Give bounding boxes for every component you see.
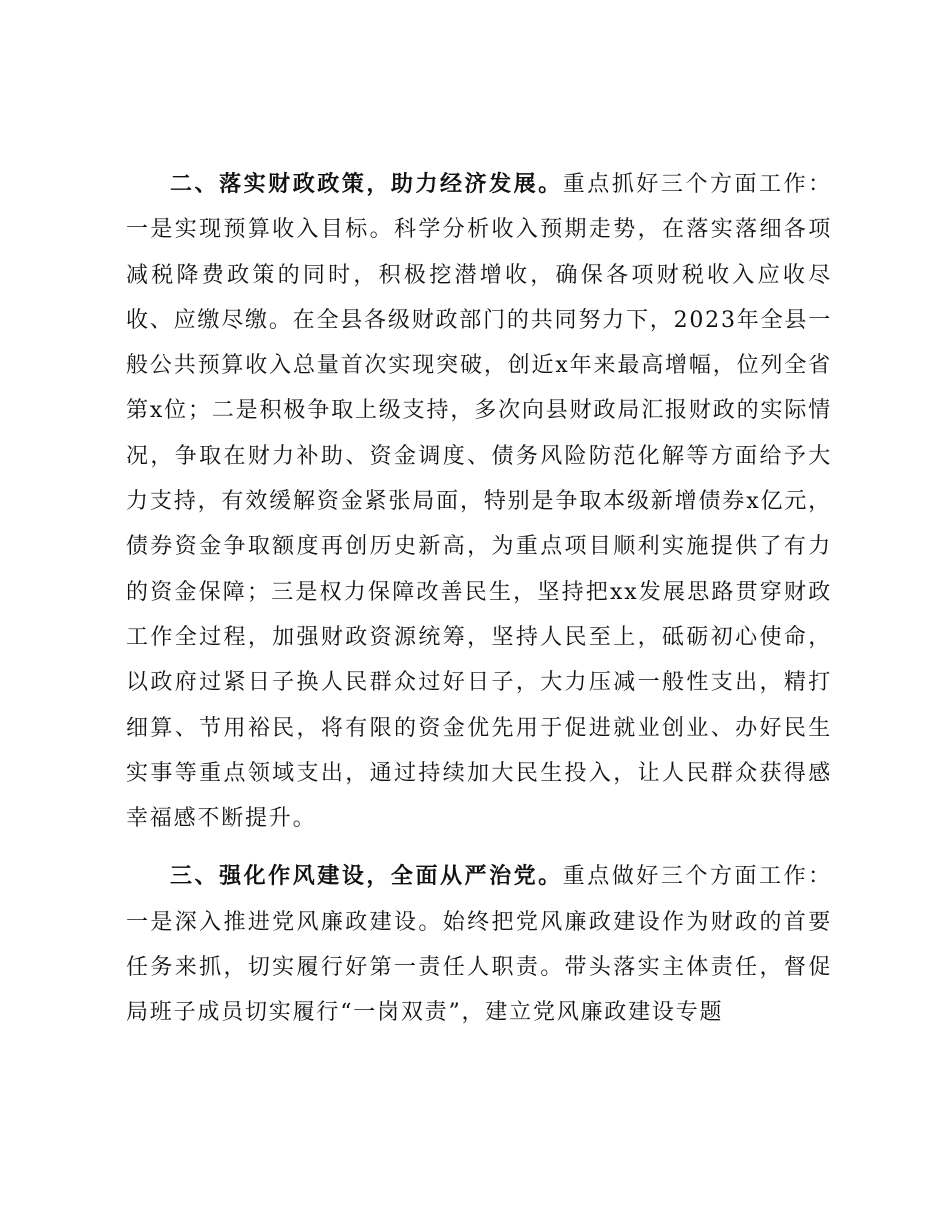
section-body-2: 重点抓好三个方面工作：一是实现预算收入目标。科学分析收入预期走势，在落实落细各项减税降费政策的同时，积极挖潜增收，确保各项财税收入应收尽收、应缴尽缴。在全县各级财政部门的共同努力下，2023年全县一般公共预算收入总量首次实现突破，创近x年来最高增幅，位列全省第x位；二是积极争取上级支持，多次向县财政局汇报财政的实际情况，争取在财力补助、资金调度、债务风险防范化解等方面给予大力支持，有效缓解资金紧张局面，特别是争取本级新增债券x亿元，债券资金争取额度再创历史新高，为重点项目顺利实施提供了有力的资金保障；三是权力保障改善民生，坚持把xx发展思路贯穿财政工作全过程，加强财政资源统筹，坚持人民至上，砥砺初心使命，以政府过紧日子换人民群众过好日子，大力压减一般性支出，精打细算、节用裕民，将有限的资金优先用于促进就业创业、办好民生实事等重点领域支出，通过持续加大民生投入，让人民群众获得感幸福感不断提升。: [126, 172, 832, 832]
section-paragraph-2: [126, 162, 832, 841]
document-page: [126, 162, 832, 1036]
section-body-3: 重点做好三个方面工作：一是深入推进党风廉政建设。始终把党风廉政建设作为财政的首要任务来抓，切实履行好第一责任人职责。带头落实主体责任，督促局班子成员切实履行“一岗双责”，建立党风廉政建设专题: [126, 864, 832, 1026]
section-heading-3: 三、强化作风建设，全面从严治党。: [170, 864, 563, 890]
section-heading-2: 二、落实财政政策，助力经济发展。: [170, 172, 563, 197]
section-paragraph-3: [126, 854, 832, 1035]
